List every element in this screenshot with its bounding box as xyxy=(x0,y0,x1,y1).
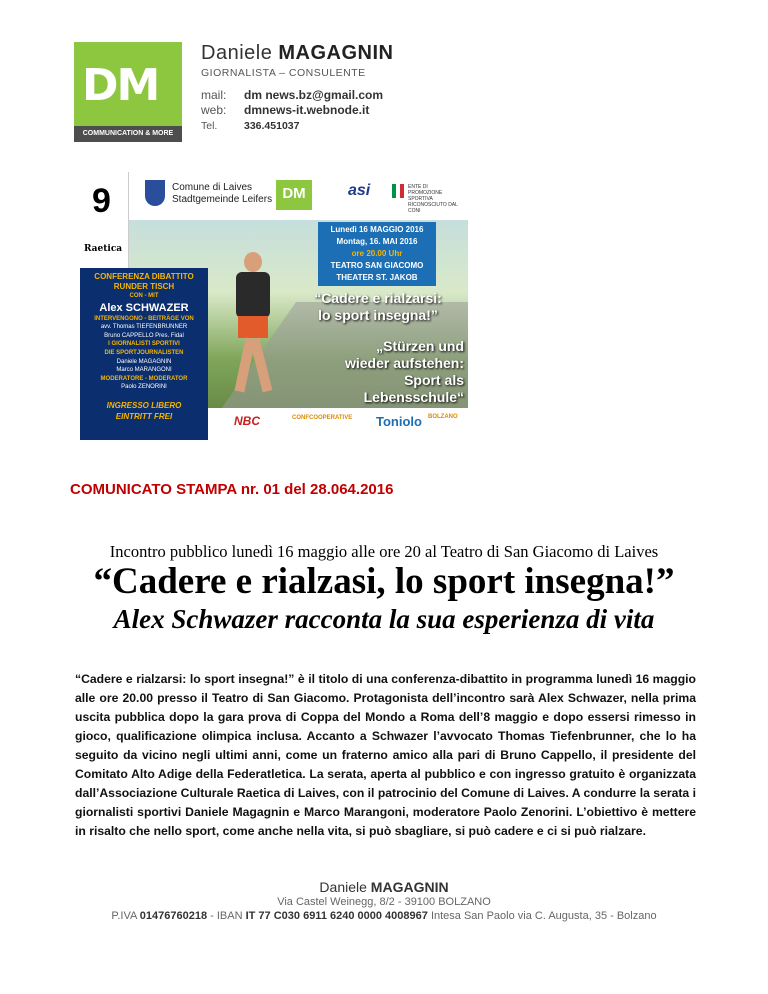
iban-value: IT 77 C030 6911 6240 0000 4008967 xyxy=(245,910,428,922)
asi-logo: asi xyxy=(348,182,371,199)
journalist-2: Marco MARANGONI xyxy=(116,367,172,374)
piva-value: 01476760218 xyxy=(139,910,208,922)
date-de: Montag, 16. MAI 2016 xyxy=(336,237,418,246)
journalist-1: Daniele MAGAGNIN xyxy=(116,358,172,365)
comune-line-2: Stadtgemeinde Leifers xyxy=(172,194,273,205)
con-mit: CON - MIT xyxy=(129,293,159,299)
speaker-2: Bruno CAPPELLO Pres. Fidal xyxy=(104,332,184,339)
guest-name: Alex SCHWAZER xyxy=(99,301,189,314)
journalists-it-label: I GIORNALISTI SPORTIVI xyxy=(108,341,180,348)
moderatore-label: MODERATORE - MODERATOR xyxy=(100,375,188,382)
slogan-de-line-2: wieder aufstehen: xyxy=(344,355,464,371)
event-poster xyxy=(80,172,468,440)
iban-label: - IBAN xyxy=(210,910,243,922)
body-paragraph: “Cadere e rialzarsi: lo sport insegna!” è il titolo di una conferenza-dibattito in programma lunedì 16 maggio alle ore 20.00 presso il Teatro di San Giacomo. Protagonista dell’incontro sarà Alex Schwazer, nella prima uscita pubblica dopo la gara prova di Coppa del Mondo a Roma dell’8 maggio e dopo essersi rimesso in gioco, qualificazione olimpica inclusa. Accanto a Schwazer l’avvocato Thomas Tiefenbrunner, che lo ha seguito da vicino negli ultimi anni, come un fraterno amico alla pari di Bruno Cappello, il presidente del Comitato Alto Adige della Federatletica. La serata, aperta al pubblico e con ingresso gratuito è organizzata dall’Associazione Culturale Raetica di Laives, con il patrocinio del Comune di Laives. A condurre la serata i giornalisti sportivi Daniele Magagnin e Marco Marangoni, moderatore Paolo Zenorini. L’obiettivo è mettere in risalto che nello sport, come anche nella vita, si può sbagliare, si può cadere e ci si può rialzare. xyxy=(75,672,696,838)
dm-mini-logo: DM xyxy=(276,180,312,210)
web-label: web: xyxy=(201,103,227,117)
raetica-text: Raetica xyxy=(84,244,123,254)
sponsor-bar xyxy=(208,408,468,440)
comune-line-1: Comune di Laives xyxy=(172,182,253,193)
logo-letters: DM xyxy=(82,60,159,111)
subheadline: Alex Schwazer racconta la sua esperienza di vita xyxy=(113,604,655,634)
venue-de: THEATER ST. JAKOB xyxy=(336,273,418,282)
sponsor-confcooperative: CONFCOOPERATIVE xyxy=(292,415,353,421)
journalists-de-label: DIE SPORTJOURNALISTEN xyxy=(104,349,184,356)
speaker-1: avv. Thomas TIEFENBRUNNER xyxy=(100,324,188,331)
slogan-de-line-1: „Stürzen und xyxy=(376,338,464,354)
date-it: Lunedì 16 MAGGIO 2016 xyxy=(330,225,424,234)
event-date-box xyxy=(318,222,436,286)
slogan-de-line-4: Lebensschule“ xyxy=(363,389,464,405)
comune-logo-text xyxy=(172,182,272,206)
headline: “Cadere e rialzasi, lo sport insegna!” xyxy=(93,561,675,602)
web-link[interactable]: dmnews-it.webnode.it xyxy=(244,103,370,117)
footer-address: Via Castel Weinegg, 8/2 - 39100 BOLZANO xyxy=(277,896,491,908)
mail-label: mail: xyxy=(201,88,227,102)
venue-it: TEATRO SAN GIACOMO xyxy=(330,261,424,270)
sponsor-bolzano: BOLZANO xyxy=(428,414,458,420)
slogan-de-line-3: Sport als xyxy=(404,372,464,388)
raetica-logo xyxy=(80,172,129,268)
slogan-it-line-1: “Cadere e rialzarsi: xyxy=(314,290,442,306)
event-time: ore 20.00 Uhr xyxy=(351,249,403,258)
letterhead-name xyxy=(201,42,394,65)
conf-title-1: CONFERENZA DIBATTITO xyxy=(94,272,194,281)
intro-line: Incontro pubblico lunedì 16 maggio alle ore 20 al Teatro di San Giacomo di Laives xyxy=(109,542,659,561)
free-entry-de: EINTRITT FREI xyxy=(115,411,173,421)
sponsor-toniolo: Toniolo xyxy=(376,414,422,429)
footer-first-name: Daniele xyxy=(319,879,367,895)
raetica-mark: 9 xyxy=(92,182,111,220)
press-release-number: COMUNICATO STAMPA nr. 01 del 28.064.2016 xyxy=(70,481,394,498)
bank-name: Intesa San Paolo via C. Augusta, 35 - Bolzano xyxy=(430,910,657,922)
coni-text: ENTE DI PROMOZIONE SPORTIVA RICONOSCIUTO DAL CONI xyxy=(408,184,458,214)
piva-label: P.IVA xyxy=(111,910,137,922)
free-entry-it: INGRESSO LIBERO xyxy=(106,400,182,410)
tel-label: Tel. xyxy=(201,120,218,132)
letterhead-role: GIORNALISTA – CONSULENTE xyxy=(201,67,366,79)
footer-last-name: MAGAGNIN xyxy=(370,879,449,895)
slogan-it-line-2: lo sport insegna!” xyxy=(318,307,438,323)
laives-crest-icon xyxy=(145,180,165,206)
intervengono-label: INTERVENGONO - BEITRÄGE VON xyxy=(94,315,194,322)
slogan-german xyxy=(292,338,464,406)
sponsor-nbc: NBC xyxy=(234,414,260,428)
contact-block xyxy=(201,88,383,134)
runner-illustration xyxy=(230,252,276,402)
letterhead-first-name: Daniele xyxy=(201,42,273,64)
footer-bank-info xyxy=(0,910,768,922)
mail-link[interactable]: dm news.bz@gmail.com xyxy=(244,88,384,102)
footer-name xyxy=(0,879,768,895)
slogan-italian xyxy=(292,290,464,324)
logo-tagline: COMMUNICATION & MORE xyxy=(74,126,182,142)
tel-value: 336.451037 xyxy=(244,120,300,132)
moderator-name: Paolo ZENORINI xyxy=(121,384,167,391)
italy-flag-icon xyxy=(392,184,404,198)
conf-title-2: RUNDER TISCH xyxy=(113,282,175,291)
conference-info-box xyxy=(80,268,208,440)
dm-logo xyxy=(74,42,182,142)
letterhead-last-name: MAGAGNIN xyxy=(278,42,394,64)
